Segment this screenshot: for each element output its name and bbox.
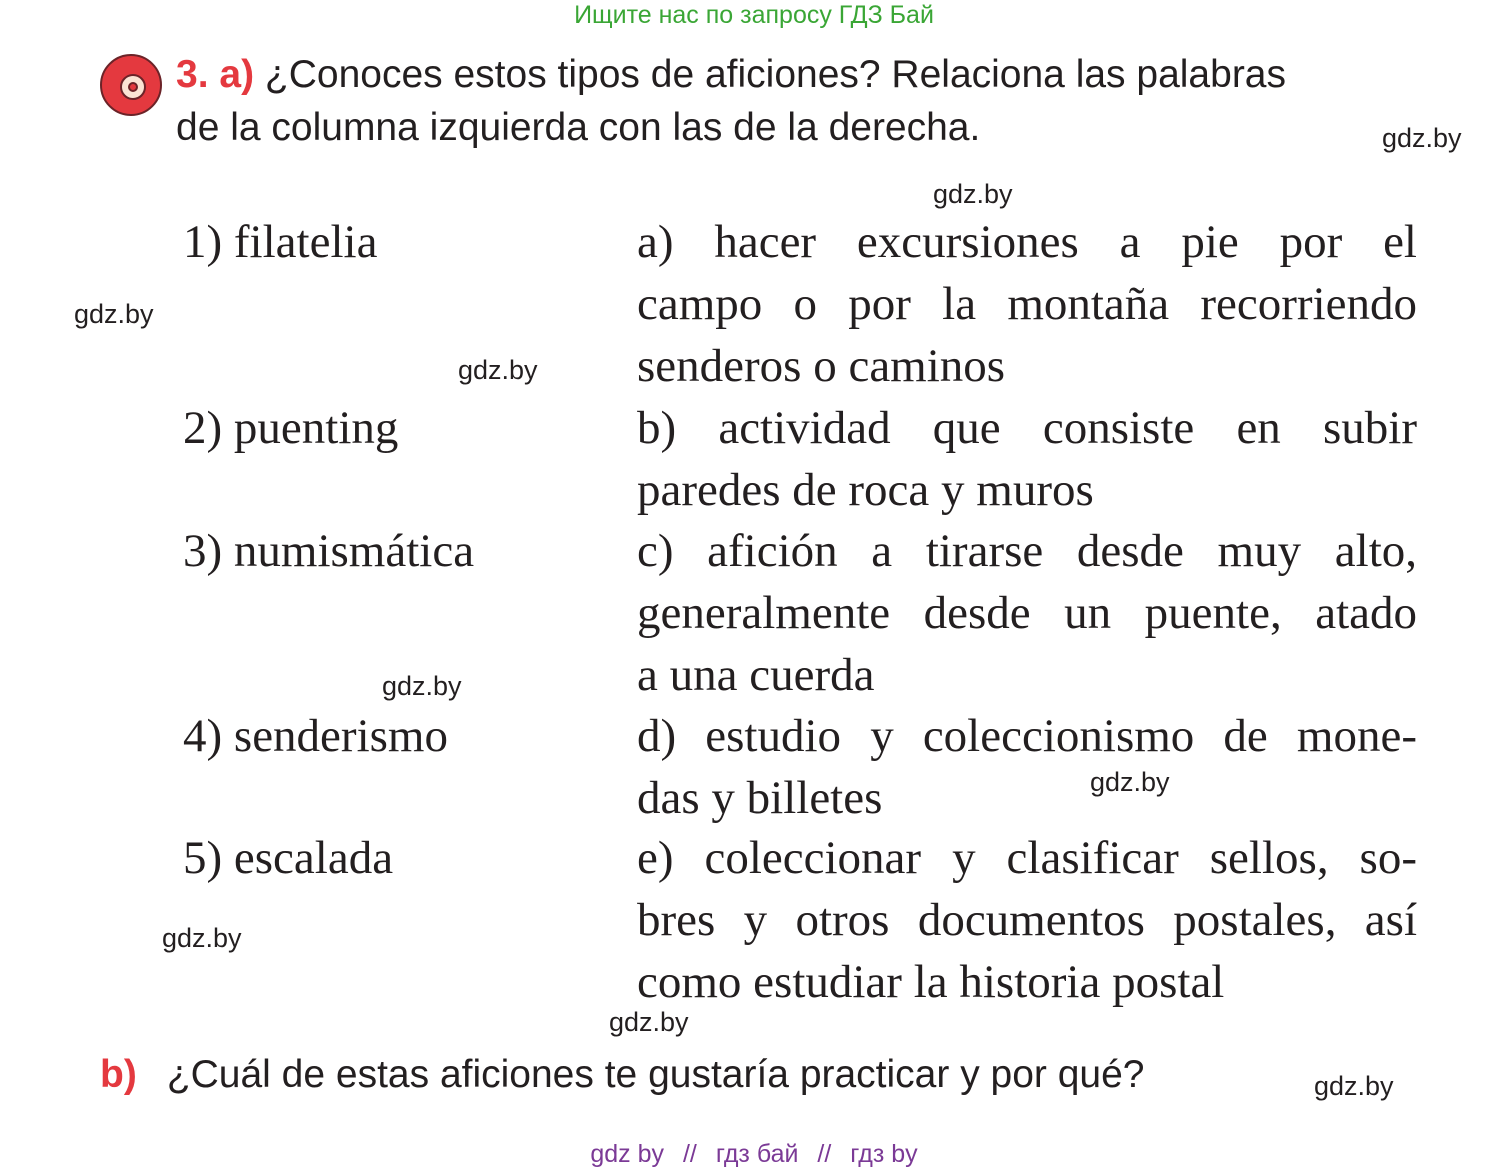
footer-separator: // (682, 1140, 697, 1168)
watermark: gdz.by (162, 923, 242, 953)
watermark: gdz.by (1382, 123, 1462, 153)
definition-e-line-3: como estudiar la historia postal (637, 956, 1225, 1008)
watermark: gdz.by (458, 355, 538, 385)
definition-a-line-1: a) hacer excursiones a pie por el (637, 216, 1417, 268)
watermark: gdz.by (609, 1007, 689, 1037)
term-5: 5) escalada (183, 832, 394, 884)
definition-c-line-3: a una cuerda (637, 649, 875, 701)
definition-e-line-1: e) coleccionar y clasificar sellos, so- (637, 832, 1417, 884)
footer-link-gdz-by[interactable]: gdz by (590, 1140, 665, 1168)
watermark: gdz.by (382, 671, 462, 701)
part-b-question (100, 1048, 1145, 1101)
definition-d-line-1: d) estudio y coleccionismo de mone- (637, 710, 1417, 762)
footer-links (0, 1138, 1508, 1170)
definition-d-line-2: das y billetes (637, 772, 883, 824)
watermark: gdz.by (74, 299, 154, 329)
part-b-text: ¿Cuál de estas aficiones te gustaría practicar y por qué? (166, 1053, 1145, 1096)
term-1: 1) filatelia (183, 216, 378, 268)
audio-disc-icon[interactable] (100, 54, 162, 116)
exercise-number: 3. (176, 53, 209, 96)
watermark: gdz.by (1314, 1071, 1394, 1101)
definition-b-line-2: paredes de roca y muros (637, 464, 1094, 516)
exercise-heading (176, 48, 1286, 154)
term-3: 3) numismática (183, 525, 475, 577)
definition-b-line-1: b) actividad que consiste en subir (637, 402, 1417, 454)
part-a-letter: a) (219, 53, 255, 96)
definition-a-line-3: senderos o caminos (637, 340, 1006, 392)
footer-link-gdz-bay[interactable]: гдз бай (715, 1140, 799, 1168)
definition-c-line-1: c) afición a tirarse desde muy alto, (637, 525, 1417, 577)
definition-c-line-2: generalmente desde un puente, atado (637, 587, 1417, 639)
watermark: gdz.by (933, 179, 1013, 209)
instruction-line-1: ¿Conoces estos tipos de aficiones? Relaciona las palabras (264, 53, 1286, 96)
part-b-letter: b) (100, 1053, 137, 1096)
footer-link-gdz-by-cyr[interactable]: гдз by (850, 1140, 918, 1168)
definition-e-line-2: bres y otros documentos postales, así (637, 894, 1417, 946)
footer-separator: // (817, 1140, 832, 1168)
term-4: 4) senderismo (183, 710, 448, 762)
instruction-line-2: de la columna izquierda con las de la derecha. (176, 106, 981, 149)
watermark: gdz.by (1090, 767, 1170, 797)
top-banner[interactable]: Ищите нас по запросу ГДЗ Бай (574, 1, 934, 29)
definition-a-line-2: campo o por la montaña recorriendo (637, 278, 1417, 330)
term-2: 2) puenting (183, 402, 399, 454)
